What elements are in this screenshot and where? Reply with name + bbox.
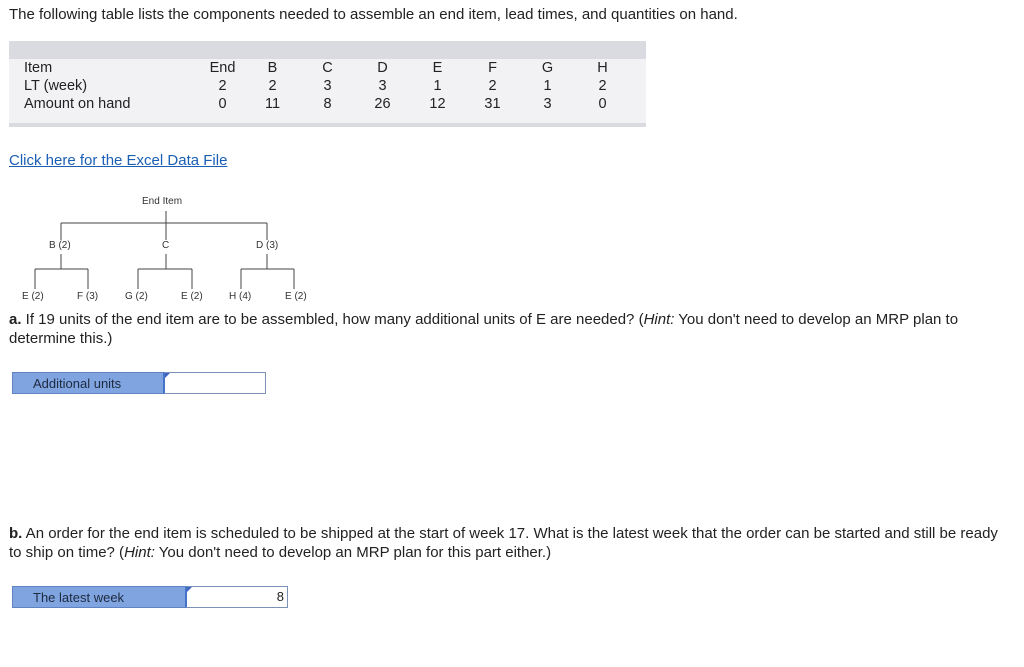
product-structure-tree [0,190,330,305]
intro-text: The following table lists the components needed to assemble an end item, lead times, and quantities on hand. [9,6,738,23]
table-cell: 31 [484,96,501,112]
table-row-label: Amount on hand [24,96,131,112]
table-cell: 26 [374,96,391,112]
table-cell: 3 [378,78,387,94]
table-row [9,77,630,95]
tree-node-f: F (3) [77,291,99,302]
table-cell: D [377,60,388,76]
table-cell: End [209,60,236,76]
table-cell: 2 [268,78,277,94]
components-table [9,41,646,127]
latest-week-label: The latest week [12,586,187,608]
table-cell: F [488,60,497,76]
tree-node-d: D (3) [256,240,279,251]
input-flag-icon [187,587,192,592]
table-cell: C [322,60,333,76]
question-a-text-end: You don't need to develop an MRP plan to determine this.) [9,311,959,347]
tree-node-c: C [162,240,170,251]
tree-node-e-under-d: E (2) [285,291,307,302]
tree-node-e-under-b: E (2) [22,291,44,302]
table-cell: 11 [264,96,281,112]
table-cell: 2 [218,78,227,94]
question-a-hint: Hint: [643,311,675,328]
table-cell: H [597,60,608,76]
table-cell: 3 [323,78,332,94]
table-cell: 1 [543,78,552,94]
table-row-label: Item [24,60,53,76]
question-a-label: a. [9,311,22,328]
tree-node-h: H (4) [229,291,252,302]
input-flag-icon [165,373,170,378]
table-cell: 1 [433,78,442,94]
question-b-text-end: You don't need to develop an MRP plan for this part either.) [154,544,552,561]
excel-data-file-link[interactable]: Click here for the Excel Data File [9,152,228,169]
table-row [9,59,630,77]
additional-units-label: Additional units [12,372,165,394]
table-cell: 12 [429,96,446,112]
latest-week-input[interactable] [185,586,288,608]
table-row [9,95,630,113]
question-b-text: An order for the end item is scheduled to be shipped at the start of week 17. What is the latest week that the order can be started and still be ready to ship on time? ( [9,525,998,561]
question-b-label: b. [9,525,23,542]
table-cell: 3 [543,96,552,112]
tree-node-e-under-c: E (2) [181,291,203,302]
tree-node-end-item: End Item [142,196,183,207]
table-cell: E [432,60,443,76]
question-b [9,524,999,562]
components-table-grid [9,59,630,113]
question-b-hint: Hint: [124,544,155,561]
table-cell: 0 [218,96,227,112]
tree-node-b: B (2) [49,240,71,251]
additional-units-input[interactable] [163,372,266,394]
table-cell: 2 [598,78,607,94]
table-cell: 8 [323,96,332,112]
question-a [9,310,999,348]
table-cell: B [267,60,278,76]
table-cell: 0 [598,96,607,112]
latest-week-value: 8 [276,589,284,604]
table-cell: 2 [488,78,497,94]
tree-node-g: G (2) [125,291,148,302]
table-row-label: LT (week) [24,78,88,94]
table-cell: G [541,60,554,76]
question-a-text: If 19 units of the end item are to be assembled, how many additional units of E are needed? ( [21,311,644,328]
